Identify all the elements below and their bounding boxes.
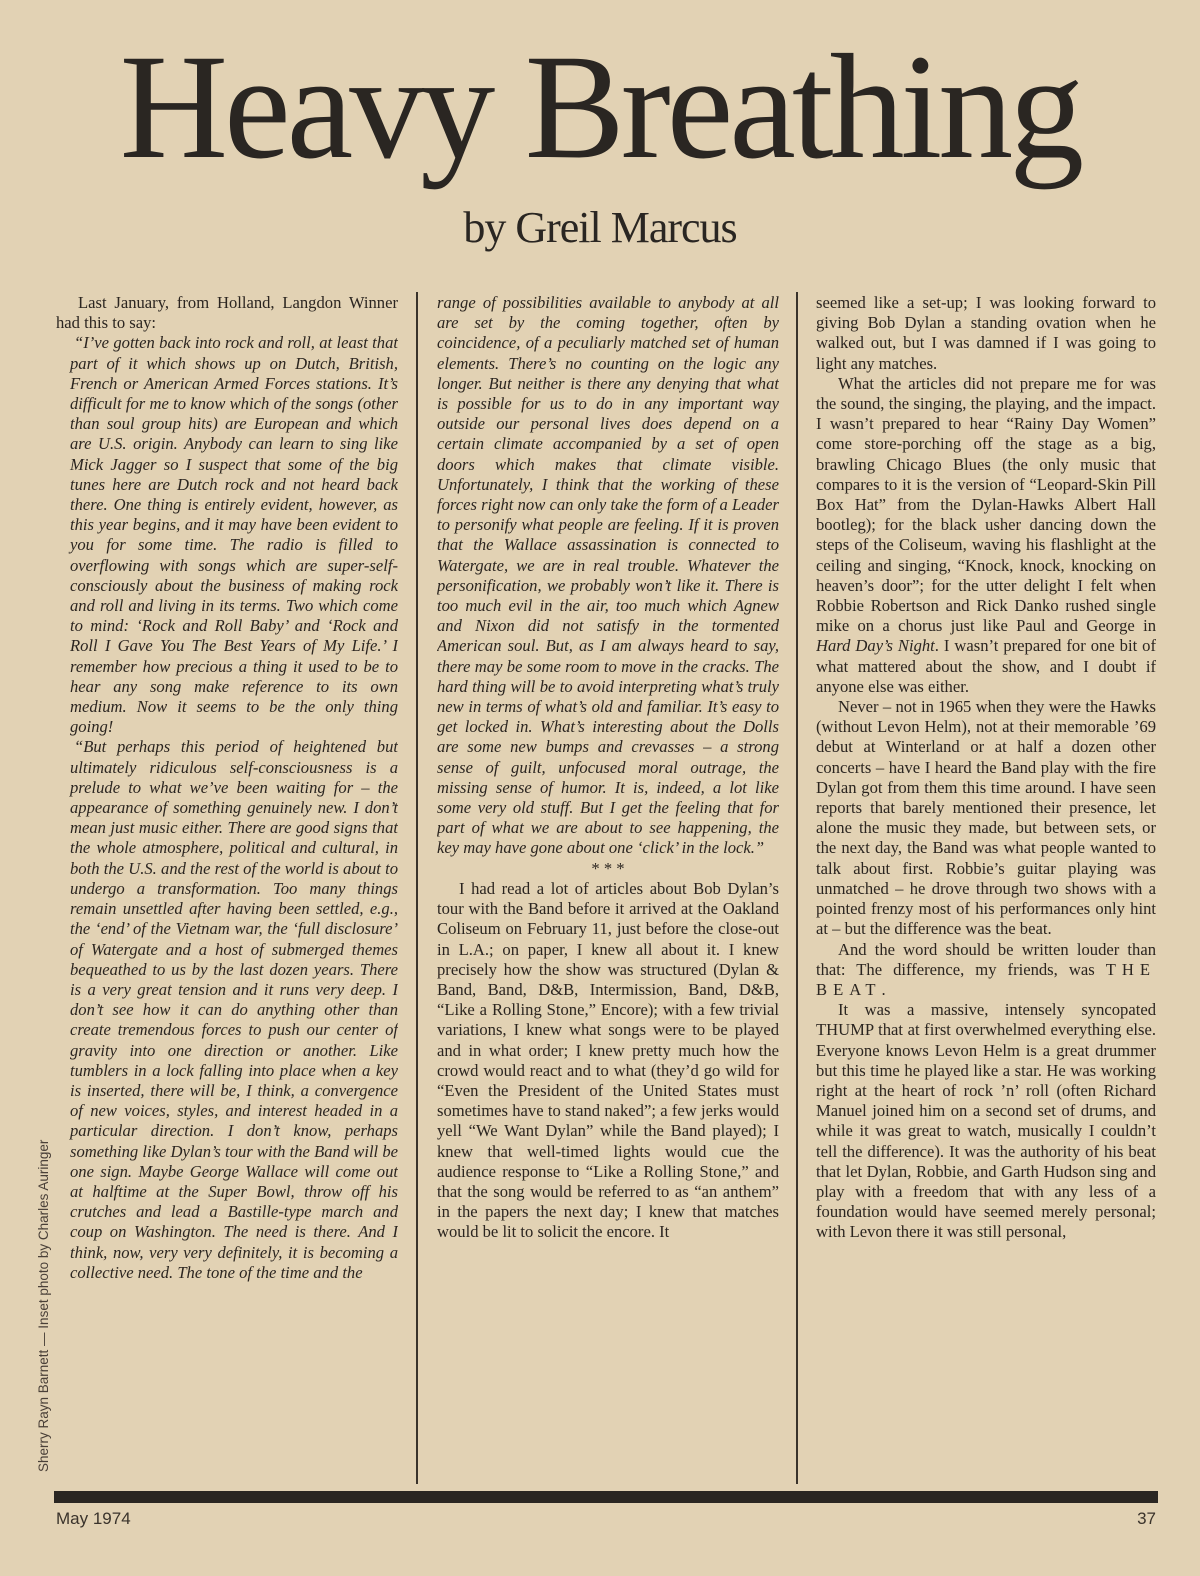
paragraph-the-beat-part-1: And the word should be written louder than that: The difference, my friends, was: [816, 939, 1156, 979]
quote-paragraph-1: “I’ve gotten back into rock and roll, at least that part of it which shows up on Dutch, British, French or American Armed Forces stations. It’s difficult for me to know which of the songs (other than soul group hits) are European and which are U.S. origin. Anybody can learn to sing like Mick Jagger so I suspect that some of the big tunes here are Dutch rock and not heard back there. One thing is entirely evident, however, as this year begins, and it may have been evident to you for some time. The radio is filled to overflowing with songs which are super-self-consciously about the business of making rock and roll and living in its terms. Two which come to mind: ‘Rock and Roll Baby’ and ‘Rock and Roll I Gave You The Best Years of My Life.’ I remember how precious a thing it used to be to hear any song make reference to its own medium. Now it seems to be the only thing going!: [70, 333, 398, 737]
section-break: * * *: [591, 858, 625, 878]
text-column-1: [56, 293, 398, 1483]
column-divider-1: [416, 292, 418, 1484]
article-byline: by Greil Marcus: [463, 203, 737, 252]
footer-rule: [54, 1491, 1158, 1503]
paragraph-oakland: I had read a lot of articles about Bob Dylan’s tour with the Band before it arrived at the Oakland Coliseum on February 11, just before the close-out in L.A.; on paper, I knew all about it. I knew precisely how the show was structured (Dylan & Band, Band, D&B, Intermission, Band, D&B, “Like a Rolling Stone,” Encore); with a few trivial variations, I knew what songs were to be played and in what order; I knew pretty much how the crowd would react and to what (they’d go wild for “Even the President of the United States must sometimes have to stand naked”; a few jerks would yell “We Want Dylan” while the Band played); I knew that well-timed lights would cue the audience response to “Like a Rolling Stone,” and that the song would be referred to as “an anthem” in the papers the next day; I knew that matches would be lit to solicit the encore. It: [437, 878, 779, 1242]
quote-paragraph-3: range of possibilities available to anybody at all are set by the coming together, often by coincidence, of a peculiarly matched set of human elements. There’s no counting on the logic any longer. But neither is there any denying that what is possible for us to do in any important way outside our personal lives does depend on a certain climate accompanied by a set of open doors which makes that climate visible. Unfortunately, I think that the working of these forces right now can only take the form of a Leader to personify what people are feeling. If it is proven that the Wallace assassination is connected to Watergate, we are in real trouble. Whatever the personification, we probably won’t like it. There is too much evil in the air, too much which Agnew and Nixon did not satisfy in the tormented American soul. But, as I am always heard to say, there may be some room to move in the cracks. The hard thing will be to avoid interpreting what’s truly new in terms of what’s old and familiar. It’s easy to get locked in. What’s interesting about the Dolls are some new bumps and crevasses – a strong sense of guilt, unfocused moral outrage, the missing sense of humor. It is, indeed, a lot like some very old stuff. But I get the feeling that for part of what we are about to see happening, the key may have gone about one ‘click’ in the lock.”: [437, 293, 779, 858]
film-title: Hard Day’s Night: [816, 636, 935, 656]
the-beat-emphasis: THE BEAT: [816, 959, 1156, 999]
article-title: Heavy Breathing: [119, 24, 1081, 190]
paragraph-impact-part-1: What the articles did not prepare me for was the sound, the singing, the playing, and the impact. I wasn’t prepared to hear “Rainy Day Women” come store-porching off the stage as a big, brawling Chicago Blues (the only music that compares to it is the version of “Leopard-Skin Pill Box Hat” from the Dylan-Hawks Albert Hall bootleg); for the black usher dancing down the steps of the Coliseum, waving his flashlight at the ceiling and singing, “Knock, knock, knocking on heaven’s door”; for the utter delight I felt when Robbie Robertson and Rick Danko rushed single mike on a chorus just like Paul and George in: [816, 373, 1156, 636]
paragraph-the-beat-part-2: .: [881, 979, 886, 999]
page-number: 37: [1137, 1509, 1156, 1528]
paragraph-the-beat: [816, 940, 1156, 1001]
text-column-2: [437, 293, 779, 1483]
paragraph-thump: It was a massive, intensely syncopated THUMP that at first overwhelmed everything else. Everyone knows Levon Helm is a great drummer but this time he played like a star. He was working right at the heart of rock ’n’ roll (often Richard Manuel joined him on a second set of drums, and while it was great to watch, musically I couldn’t tell the difference). It was the authority of his beat that let Dylan, Robbie, and Garth Hudson sing and play with a freedom that with any less of a foundation would have seemed merely personal; with Levon there it was still personal,: [816, 1000, 1156, 1242]
paragraph-intro: Last January, from Holland, Langdon Winner had this to say:: [56, 293, 398, 333]
paragraph-impact-part-2: . I wasn’t prepared for one bit of what mattered about the show, and I doubt if anyone else was either.: [816, 636, 1156, 696]
paragraph-setup: seemed like a set-up; I was looking forward to giving Bob Dylan a standing ovation when he walked out, but I was damned if I was going to light any matches.: [816, 293, 1156, 373]
text-column-3: [816, 293, 1156, 1483]
photo-credit: Sherry Rayn Barnett — Inset photo by Charles Auringer: [36, 1139, 51, 1472]
paragraph-never: Never – not in 1965 when they were the Hawks (without Levon Helm), not at their memorable ’69 debut at Winterland or at half a dozen other concerts – have I heard the Band play with the fire Dylan got from them this time around. I have seen reports that barely mentioned their presence, let alone the music they made, but between sets, or the next day, the Band was what people wanted to talk about first. Robbie’s guitar playing was unmatched – he drove through two shows with a pointed frenzy most of his performances only hint at – but the difference was the beat.: [816, 697, 1156, 939]
paragraph-impact: [816, 374, 1156, 697]
column-divider-2: [796, 292, 798, 1484]
issue-date: May 1974: [56, 1509, 131, 1528]
quote-paragraph-2: “But perhaps this period of heightened but ultimately ridiculous self-consciousness is a prelude to what we’ve been waiting for – the appearance of something genuinely new. I don’t mean just music either. There are good signs that the whole atmosphere, political and cultural, in both the U.S. and the rest of the world is about to undergo a transformation. Too many things remain unsettled after having been settled, e.g., the ‘end’ of the Vietnam war, the ‘full disclosure’ of Watergate and a host of submerged themes bequeathed to us by the last dozen years. There is a very great tension and it runs very deep. I don’t see how it can do anything other than create tremendous forces to push our center of gravity into one direction or another. Like tumblers in a lock falling into place when a key is inserted, there will be, I think, a convergence of new voices, styles, and interest headed in a particular direction. I don’t know, perhaps something like Dylan’s tour with the Band will be one sign. Maybe George Wallace will come out at halftime at the Super Bowl, throw off his crutches and lead a Bastille-type march and coup on Washington. The need is there. And I think, now, very very definitely, it is becoming a collective need. The tone of the time and the: [70, 737, 398, 1282]
